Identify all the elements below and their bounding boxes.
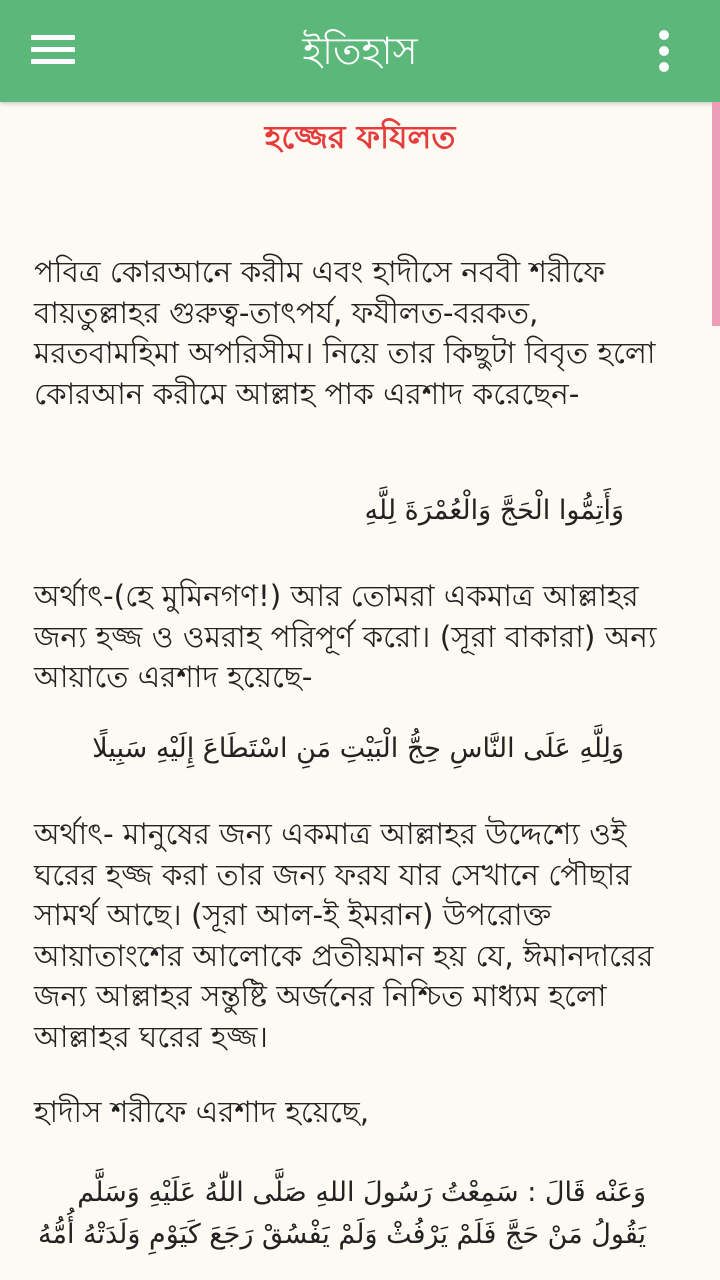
hamburger-menu-icon[interactable] <box>28 30 78 70</box>
scrollbar-thumb[interactable] <box>712 102 720 326</box>
arabic-verse-2: وَلِلَّهِ عَلَى النَّاسِ حِجُّ الْبَيْتِ مَنِ اسْتَطَاعَ إِلَيْهِ سَبِيلًا <box>92 733 624 764</box>
arabic-hadith: وَعَنْه قَالَ : سَمِعْتُ رَسُولَ اللهِ صَلَّى اللّٰهُ عَلَيْهِ وَسَلَّم يَقُولُ مَنْ حَجَّ فَلَمْ يَرْفُثْ وَلَمْ يَفْسُقْ رَجَعَ كَيَوْمِ وَلَدَتْهُ أُمُّهُ <box>38 1177 646 1250</box>
article-title: হজ্জের ফযিলত <box>264 118 456 156</box>
more-dot-middle <box>659 46 669 56</box>
arabic-verse-1: وَأَتِمُّوا الْحَجَّ وَالْعُمْرَةَ لِلَّهِ <box>364 495 624 526</box>
menu-bar-middle <box>31 47 75 52</box>
paragraph-intro: পবিত্র কোরআনে করীম এবং হাদীসে নববী শরীফে বায়তুল্লাহর গুরুত্ব-তাৎপর্য, ফযীলত-বরকত, মরতবামহিমা অপরিসীম। নিয়ে তার কিছুটা বিবৃত হলো কোরআন করীমে আল্লাহ পাক এরশাদ করেছেন- <box>34 255 656 411</box>
menu-bar-top <box>31 35 75 40</box>
paragraph-meaning-1: অর্থাৎ-(হে মুমিনগণ!) আর তোমরা একমাত্র আল্লাহর জন্য হজ্জ ও ওমরাহ পরিপূর্ণ করো। (সূরা বাকারা) অন্য আয়াতে এরশাদ হয়েছে- <box>34 579 657 694</box>
more-dot-top <box>659 30 669 40</box>
paragraph-meaning-2: অর্থাৎ- মানুষের জন্য একমাত্র আল্লাহর উদ্দেশ্যে ওই ঘরের হজ্জ করা তার জন্য ফরয যার সেখানে পৌছার সামর্থ আছে। (সূরা আল-ই ইমরান) উপরোক্ত আয়াতাংশের আলোকে প্রতীয়মান হয় যে, ঈমানদারের জন্য আল্লাহর সন্তুষ্টি অর্জনের নিশ্চিত মাধ্যম হলো আল্লাহর ঘরের হজ্জ। <box>34 817 654 1054</box>
more-dot-bottom <box>659 62 669 72</box>
article-content[interactable] <box>0 102 712 1280</box>
menu-bar-bottom <box>31 59 75 64</box>
more-vertical-icon[interactable] <box>650 28 680 76</box>
page-title: ইতিহাস <box>302 29 418 73</box>
app-bar <box>0 0 720 102</box>
paragraph-hadith-intro: হাদীস শরীফে এরশাদ হয়েছে, <box>34 1095 370 1129</box>
